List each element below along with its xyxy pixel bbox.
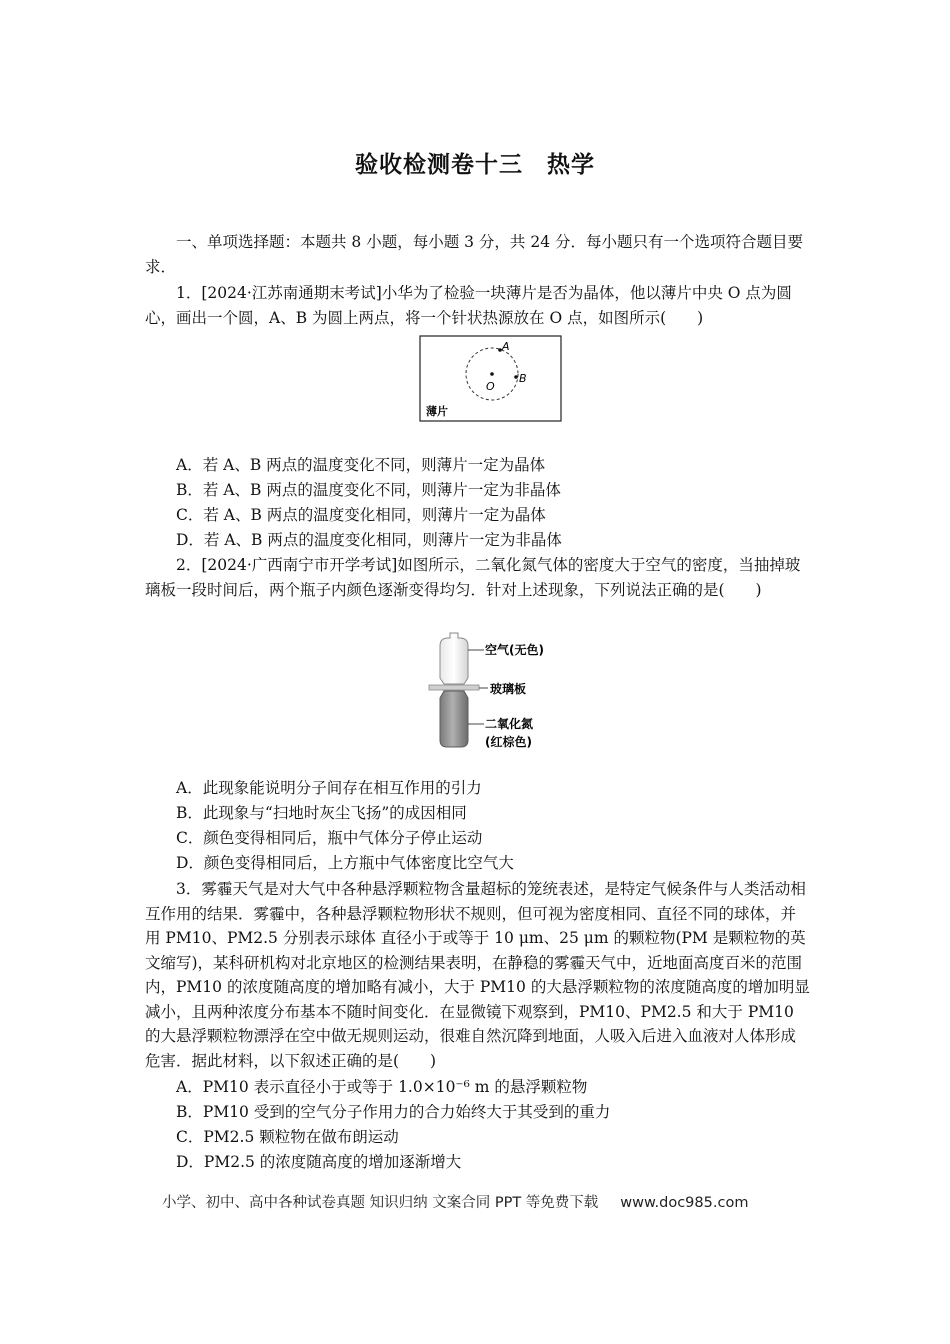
q1-option-b: B．若 A、B 两点的温度变化不同，则薄片一定为非晶体 bbox=[176, 481, 561, 499]
label-o: O bbox=[486, 380, 495, 393]
label-no2-color: (红棕色) bbox=[485, 735, 532, 749]
q2-option-c: C．颜色变得相同后，瓶中气体分子停止运动 bbox=[176, 829, 483, 847]
footer-text: 小学、初中、高中各种试卷真题 知识归纳 文案合同 PPT 等免费下载 bbox=[162, 1195, 599, 1211]
question-3-text: 3．雾霾天气是对大气中各种悬浮颗粒物含量超标的笼统表述，是特定气候条件与人类活动相互作用的结果．雾霾中，各种悬浮颗粒物形状不规则，但可视为密度相同、直径不同的球体，并用 PM10、PM2.5 分别表示球体 直径小于或等于 10 μm、25 μm 的颗粒物(PM 是颗粒物的英文缩写)，某科研机构对北京地区的检测结果表明，在静稳的雾霾天气中，近地面高度百米的范围内，PM10 的浓度随高度的增加略有减小，大于 PM10 的大悬浮颗粒物的浓度随高度的增加明显减小，且两种浓度分布基本不随时间变化．在显微镜下观察到，PM10、PM2.5 和大于 PM10 的大悬浮颗粒物漂浮在空中做无规则运动，很难自然沉降到地面，人吸入后进入血液对人体形成危害．据此材料，以下叙述正确的是( ) bbox=[145, 880, 810, 1070]
q2-option-a: A．此现象能说明分子间存在相互作用的引力 bbox=[176, 779, 482, 797]
q1-figure-thin-sheet bbox=[419, 335, 563, 423]
point-o-dot bbox=[490, 372, 494, 376]
point-b-dot bbox=[514, 375, 518, 379]
q2-option-d: D．颜色变得相同后，上方瓶中气体密度比空气大 bbox=[176, 854, 514, 872]
q3-option-b: B．PM10 受到的空气分子作用力的合力始终大于其受到的重力 bbox=[176, 1103, 611, 1121]
question-2-text: 2．[2024·广西南宁市开学考试]如图所示，二氧化氮气体的密度大于空气的密度，当抽掉玻璃板一段时间后，两个瓶子内颜色逐渐变得均匀．针对上述现象，下列说法正确的是( ) bbox=[145, 556, 801, 599]
question-1-text: 1．[2024·江苏南通期末考试]小华为了检验一块薄片是否为晶体，他以薄片中央 O 点为圆心，画出一个圆，A、B 为圆上两点，将一个针状热源放在 O 点，如图所示( ) bbox=[145, 284, 792, 327]
q3-option-d: D．PM2.5 的浓度随高度的增加逐渐增大 bbox=[176, 1153, 462, 1171]
label-a: A bbox=[502, 340, 510, 353]
label-air: 空气(无色) bbox=[485, 643, 544, 657]
q1-option-c: C．若 A、B 两点的温度变化相同，则薄片一定为晶体 bbox=[176, 506, 546, 524]
footer-url[interactable]: www.doc985.com bbox=[620, 1195, 749, 1211]
q3-option-c: C．PM2.5 颗粒物在做布朗运动 bbox=[176, 1128, 399, 1146]
q2-figure-gas-bottles bbox=[426, 632, 566, 750]
upper-bottle bbox=[440, 633, 468, 684]
q1-option-d: D．若 A、B 两点的温度变化相同，则薄片一定为非晶体 bbox=[176, 531, 562, 549]
label-no2: 二氧化氮 bbox=[485, 717, 534, 731]
figure-caption: 薄片 bbox=[426, 405, 448, 418]
section-heading: 一、单项选择题：本题共 8 小题，每小题 3 分，共 24 分．每小题只有一个选项符合题目要求． bbox=[145, 233, 804, 276]
page-title: 验收检测卷十三 热学 bbox=[355, 151, 595, 178]
label-b: B bbox=[519, 372, 527, 385]
q1-option-a: A．若 A、B 两点的温度变化不同，则薄片一定为晶体 bbox=[176, 456, 546, 474]
page-footer bbox=[162, 1191, 748, 1212]
q3-option-a: A．PM10 表示直径小于或等于 1.0×10⁻⁶ m 的悬浮颗粒物 bbox=[176, 1078, 588, 1096]
glass-plate bbox=[429, 685, 479, 690]
lower-bottle bbox=[440, 691, 468, 747]
q2-option-b: B．此现象与“扫地时灰尘飞扬”的成因相同 bbox=[176, 804, 467, 822]
label-glass-plate: 玻璃板 bbox=[490, 682, 527, 696]
